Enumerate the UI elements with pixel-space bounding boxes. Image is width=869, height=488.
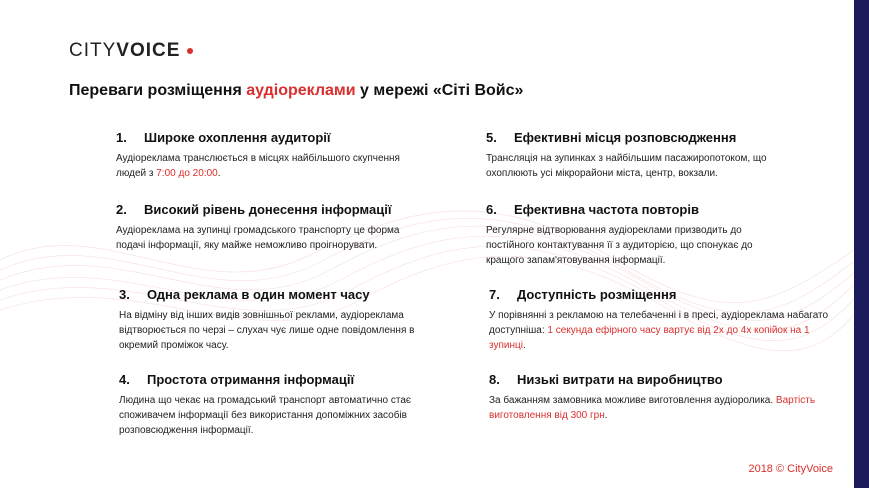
benefit-heading: 1. Широке охоплення аудиторії	[116, 130, 331, 145]
benefit-text: Людина що чекає на громадський транспорт автоматично стає споживачем інформації без використання допоміжних засобів розповсюдження інформації.	[119, 395, 412, 436]
benefit-3	[119, 287, 464, 353]
page-title	[69, 82, 523, 100]
benefit-heading: 2. Високий рівень донесення інформації	[116, 202, 392, 217]
benefit-text: Аудіореклама транслюється в місцях найбільшого скупчення людей з 7:00 до 20:00.	[116, 153, 400, 179]
title-accent: аудіореклами	[246, 82, 356, 99]
benefit-heading: 4. Простота отримання інформації	[119, 372, 355, 387]
benefit-text: Регулярне відтворювання аудіореклами призводить до постійного контактування її з аудиторією, що спонукає до кращого запам'ятовування інформації.	[486, 225, 753, 266]
benefit-heading: 6. Ефективна частота повторів	[486, 202, 699, 217]
benefit-4	[119, 372, 464, 438]
benefit-7	[489, 287, 834, 353]
logo-bold: VOICE	[116, 40, 181, 61]
logo-light: CITY	[69, 40, 117, 61]
title-text: Переваги розміщення	[69, 82, 247, 99]
benefit-5	[486, 130, 831, 181]
benefit-6	[486, 202, 831, 268]
benefit-2	[116, 202, 461, 253]
benefit-text: На відміну від інших видів зовнішньої реклами, аудіореклама відтворюється по черзі – слухач чує лише одне повідомлення в окремий проміжок часу.	[119, 310, 415, 351]
benefit-8	[489, 372, 834, 423]
logo-dot	[187, 48, 193, 54]
side-accent-bar	[854, 0, 869, 488]
benefit-1	[116, 130, 461, 181]
title-text-end: у мережі «Сіті Войс»	[355, 82, 524, 99]
benefit-text: У порівнянні з рекламою на телебаченні і в пресі, аудіореклама набагато доступніша: 1 секунда ефірного часу вартує від 2х до 4х копійок на 1 зупинці.	[489, 310, 829, 351]
benefit-heading: 7. Доступність розміщення	[489, 287, 677, 302]
footer-copyright: 2018 © CityVoice	[748, 463, 833, 475]
benefit-text: Трансляція на зупинках з найбільшим пасажиропотоком, що охоплюють усі мікрорайони міста, центр, вокзали.	[486, 153, 767, 179]
benefit-text: За бажанням замовника можливе виготовлення аудіоролика. Вартість виготовлення від 300 грн.	[489, 395, 816, 421]
benefit-heading: 3. Одна реклама в один момент часу	[119, 287, 370, 302]
benefit-text: Аудіореклама на зупинці громадського транспорту це форма подачі інформації, яку майже неможливо проігнорувати.	[116, 225, 400, 251]
benefit-heading: 5. Ефективні місця розповсюдження	[486, 130, 737, 145]
benefit-heading: 8. Низькі витрати на виробництво	[489, 372, 723, 387]
cityvoice-logo	[69, 40, 180, 62]
